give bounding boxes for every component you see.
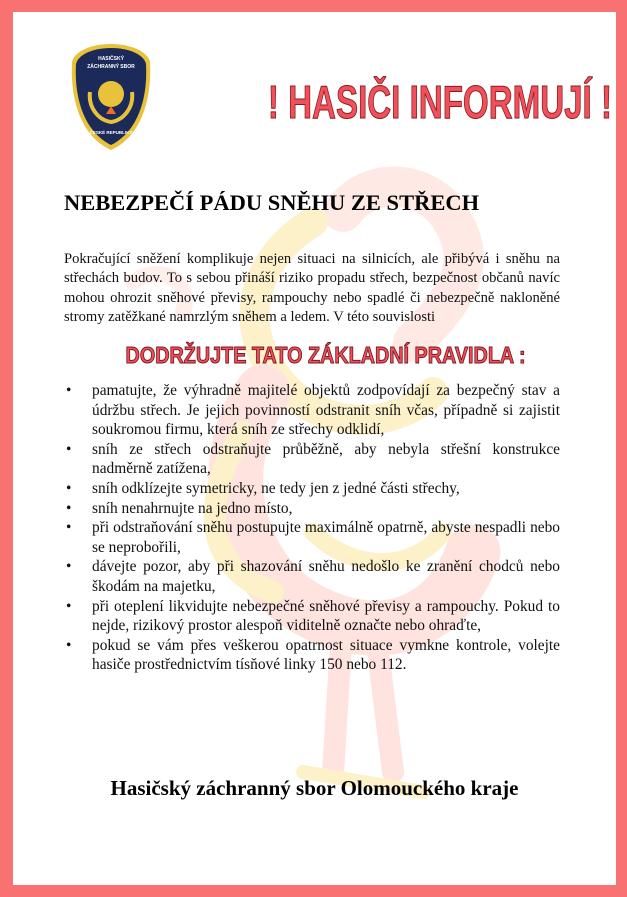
list-item	[64, 440, 560, 479]
svg-text:ČESKÉ REPUBLIKY: ČESKÉ REPUBLIKY	[89, 130, 133, 135]
rule-text: při oteplení likvidujte nebezpečné sněhové převisy a rampouchy. Pokud to nejde, rizikový prostor alespoň viditelně označte nebo ohraďte,	[92, 597, 560, 635]
bullet-icon: •	[66, 440, 72, 458]
svg-text:ZÁCHRANNÝ SBOR: ZÁCHRANNÝ SBOR	[87, 64, 135, 70]
bullet-icon: •	[66, 382, 72, 399]
headline	[201, 74, 612, 134]
list-item	[64, 557, 560, 596]
rule-text: sníh nenahrnujte na jedno místo,	[92, 499, 293, 517]
list-item	[64, 381, 560, 440]
bullet-icon: •	[66, 597, 72, 615]
rules-list	[64, 381, 560, 675]
bullet-icon: •	[66, 479, 72, 497]
bullet-icon: •	[66, 558, 72, 576]
rule-text: při odstraňování sněhu postupujte maximálně opatrně, abyste nespadli nebo se neprobořili,	[92, 519, 560, 556]
list-item	[64, 499, 560, 519]
headline-text: ! HASIČI INFORMUJÍ !	[267, 76, 612, 128]
rule-text: sníh odklízejte symetricky, ne tedy jen z jedné části střechy,	[92, 479, 460, 497]
poster-page	[13, 12, 616, 885]
rules-heading-text: DODRŽUJTE TATO ZÁKLADNÍ PRAVIDLA :	[125, 342, 526, 368]
list-item	[64, 479, 560, 499]
rules-heading	[93, 342, 533, 369]
footer-organization: Hasičský záchranný sbor Olomouckého kraje	[110, 776, 519, 800]
rule-text: pamatujte, že výhradně majitelé objektů zodpovídají za bezpečný stav a údržbu střech. Je jejich povinností odstranit sníh včas, případně si zajistit soukromou firmu, která sníh ze střechy odklidí,	[92, 382, 560, 439]
list-item	[64, 597, 560, 636]
intro-paragraph: Pokračující sněžení komplikuje nejen situaci na silnicích, ale přibývá i sněhu na střechách budov. To s sebou přináší riziko propadu střech, bezpečnost občanů navíc mohou ohrozit sněhové převisy, rampouchy nebo spadlé či nebezpečně nakloněné stromy zatěžkané namrzlým sněhem a ledem. V této souvislosti	[64, 251, 560, 326]
rule-text: dávejte pozor, aby při shazování sněhu nedošlo ke zranění chodců nebo škodám na majetku,	[92, 558, 560, 595]
page-title: NEBEZPEČÍ PÁDU SNĚHU ZE STŘECH	[64, 190, 480, 215]
svg-text:HASIČSKÝ: HASIČSKÝ	[98, 56, 124, 62]
list-item	[64, 518, 560, 557]
rule-text: pokud se vám přes veškerou opatrnost situace vymkne kontrole, volejte hasiče prostřednictvím tísňové linky 150 nebo 112.	[92, 636, 560, 674]
list-item	[64, 636, 560, 675]
bullet-icon: •	[66, 519, 72, 537]
bullet-icon: •	[66, 499, 72, 517]
rule-text: sníh ze střech odstraňujte průběžně, aby nebyla střešní konstrukce nadměrně zatížena,	[92, 440, 560, 478]
fire-rescue-logo	[70, 42, 152, 152]
bullet-icon: •	[66, 636, 72, 654]
